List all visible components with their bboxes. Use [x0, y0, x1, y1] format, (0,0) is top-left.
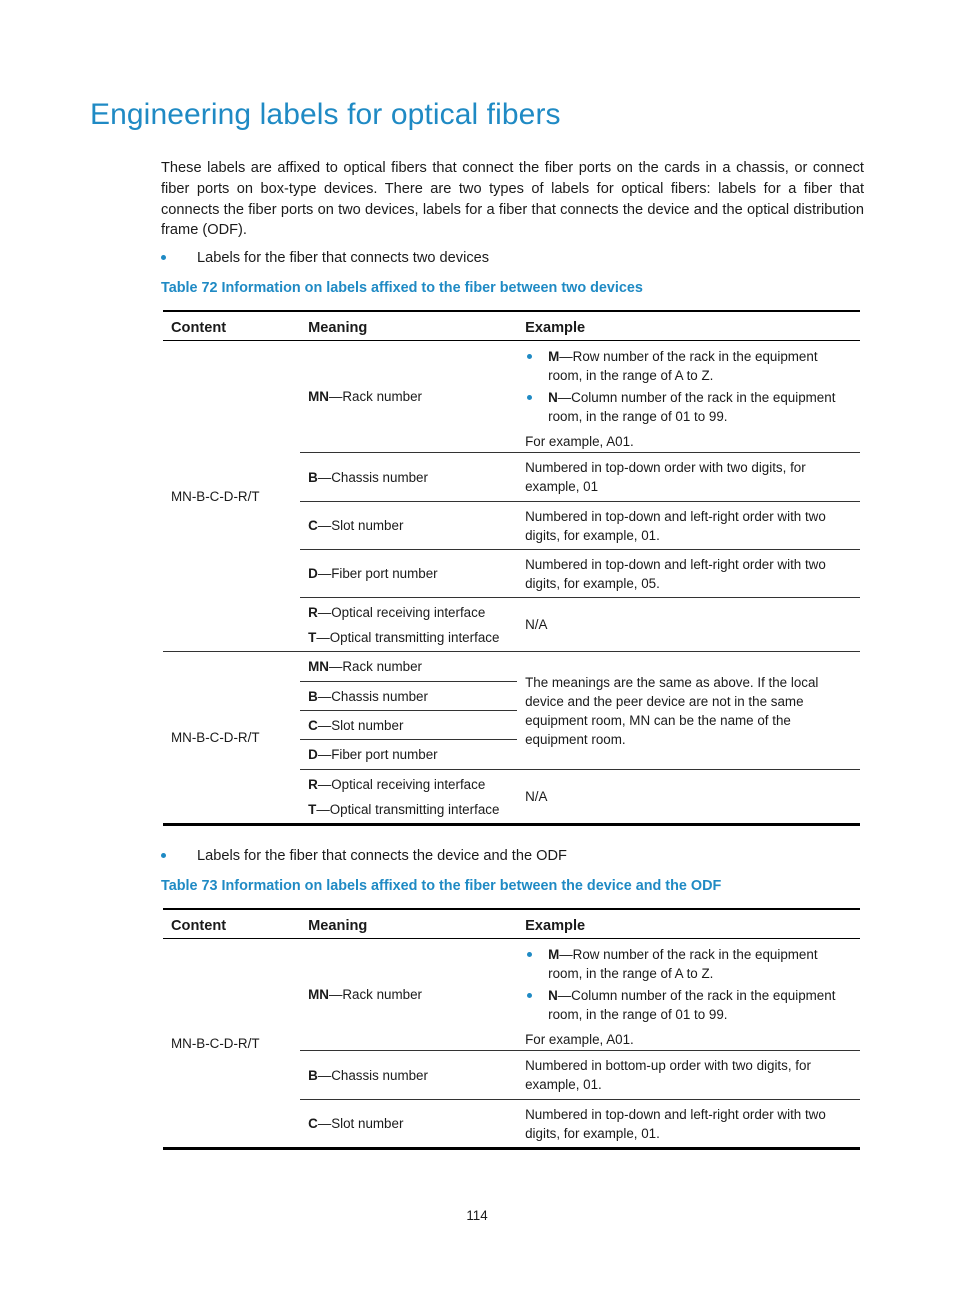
meaning-key: R — [308, 776, 318, 792]
meaning-text: —Optical transmitting interface — [316, 801, 500, 817]
meaning-key: D — [308, 566, 318, 581]
meaning-key: R — [308, 604, 318, 620]
meaning-key: B — [308, 469, 318, 485]
item-text: —Column number of the rack in the equipment room, in the range of 01 to 99. — [548, 987, 836, 1022]
header-example: Example — [517, 311, 860, 341]
example-list — [525, 945, 852, 1024]
meaning-key: B — [308, 1067, 318, 1083]
example-cell: N/A — [517, 598, 860, 652]
meaning-cell — [300, 652, 517, 682]
example-note: For example, A01. — [525, 433, 634, 449]
table-73-caption: Table 73 Information on labels affixed to the fiber between the device and the ODF — [161, 878, 722, 894]
meaning-key: MN — [308, 659, 329, 674]
item-key: M — [548, 348, 560, 364]
page-title: Engineering labels for optical fibers — [90, 98, 561, 131]
meaning-key: B — [308, 688, 318, 704]
meaning-text: —Slot number — [317, 518, 404, 533]
item-key: M — [548, 946, 560, 962]
meaning-cell — [300, 1051, 517, 1100]
example-cell — [517, 341, 860, 453]
bullet-dot-icon — [527, 395, 532, 400]
header-content: Content — [163, 909, 300, 939]
intro-paragraph: These labels are affixed to optical fibers that connect the fiber ports on the cards in a chassis, or connect fiber ports on box-type devices. There are two types of labels for optical fibers: labels for a fiber that connects the fiber ports on two devices, labels for a fiber that connects the device and the optical distribution frame (ODF). — [161, 160, 864, 239]
table-row — [163, 652, 860, 682]
meaning-cell — [300, 341, 517, 453]
bullet-text: Labels for the fiber that connects the device and the ODF — [197, 848, 567, 864]
example-list — [525, 347, 852, 426]
content-cell: MN-B-C-D-R/T — [171, 1035, 260, 1051]
meaning-text: —Rack number — [328, 389, 422, 404]
content-cell: MN-B-C-D-R/T — [171, 730, 260, 745]
meaning-key: C — [308, 1116, 318, 1131]
header-content: Content — [163, 311, 300, 341]
meaning-cell — [300, 740, 517, 770]
page-number: 114 — [466, 1208, 488, 1223]
meaning-key: MN — [308, 389, 329, 404]
item-key: N — [548, 389, 558, 405]
list-item — [525, 388, 852, 426]
meaning-cell — [300, 502, 517, 550]
item-key: N — [548, 987, 558, 1003]
table-header-row — [163, 311, 860, 341]
meaning-text: —Fiber port number — [317, 566, 438, 581]
example-cell: Numbered in top-down and left-right order with two digits, for example, 05. — [517, 550, 860, 598]
header-meaning: Meaning — [300, 311, 517, 341]
header-example: Example — [517, 909, 860, 939]
meaning-text: —Slot number — [317, 1116, 404, 1131]
example-cell: N/A — [525, 789, 548, 804]
bullet-dot-icon — [527, 354, 532, 359]
bullet-text: Labels for the fiber that connects two devices — [197, 250, 490, 266]
meaning-cell — [300, 598, 517, 652]
meaning-cell — [300, 939, 517, 1051]
meaning-text: —Chassis number — [317, 1067, 428, 1083]
meaning-text: —Optical receiving interface — [317, 776, 486, 792]
table-72-caption: Table 72 Information on labels affixed to the fiber between two devices — [161, 280, 643, 296]
meaning-cell — [300, 1100, 517, 1149]
meaning-key: T — [308, 801, 317, 817]
meaning-text: —Optical transmitting interface — [316, 629, 500, 645]
bullet-dot-icon — [161, 255, 166, 260]
meaning-text: —Rack number — [328, 659, 422, 674]
header-meaning: Meaning — [300, 909, 517, 939]
table-73 — [163, 908, 860, 1150]
table-row — [163, 341, 860, 453]
bullet-dot-icon — [527, 952, 532, 957]
table-header-row — [163, 909, 860, 939]
meaning-cell — [300, 711, 517, 740]
meaning-key: T — [308, 629, 317, 645]
table-72 — [163, 310, 860, 826]
meaning-key: MN — [308, 987, 329, 1002]
meaning-key: D — [308, 747, 318, 762]
example-cell: Numbered in top-down and left-right order with two digits, for example, 01. — [525, 1106, 826, 1141]
meaning-key: C — [308, 518, 318, 533]
example-note: For example, A01. — [525, 1031, 634, 1047]
meaning-text: —Fiber port number — [317, 747, 438, 762]
meaning-cell — [300, 550, 517, 598]
meaning-text: —Rack number — [328, 987, 422, 1002]
bullet-dot-icon — [527, 993, 532, 998]
example-cell — [517, 939, 860, 1051]
example-cell: Numbered in top-down and left-right order with two digits, for example, 01. — [517, 502, 860, 550]
meaning-text: —Optical receiving interface — [317, 604, 486, 620]
example-cell: Numbered in bottom-up order with two digits, for example, 01. — [517, 1051, 860, 1100]
list-item — [525, 986, 852, 1024]
meaning-cell — [300, 770, 517, 825]
meaning-text: —Chassis number — [317, 469, 428, 485]
item-text: —Row number of the rack in the equipment room, in the range of A to Z. — [548, 946, 818, 981]
meaning-text: —Chassis number — [317, 688, 428, 704]
list-item — [525, 945, 852, 983]
meaning-text: —Slot number — [317, 717, 404, 733]
example-cell: Numbered in top-down order with two digits, for example, 01 — [517, 453, 860, 502]
bullet-dot-icon — [161, 853, 166, 858]
item-text: —Row number of the rack in the equipment room, in the range of A to Z. — [548, 348, 818, 383]
meaning-cell — [300, 682, 517, 711]
meaning-cell — [300, 453, 517, 502]
list-item — [525, 347, 852, 385]
example-cell: The meanings are the same as above. If the local device and the peer device are not in the same equipment room, MN can be the name of the equipment room. — [517, 652, 860, 770]
item-text: —Column number of the rack in the equipment room, in the range of 01 to 99. — [548, 389, 836, 424]
content-cell: MN-B-C-D-R/T — [163, 341, 300, 652]
meaning-key: C — [308, 717, 318, 733]
table-row — [163, 939, 860, 1051]
